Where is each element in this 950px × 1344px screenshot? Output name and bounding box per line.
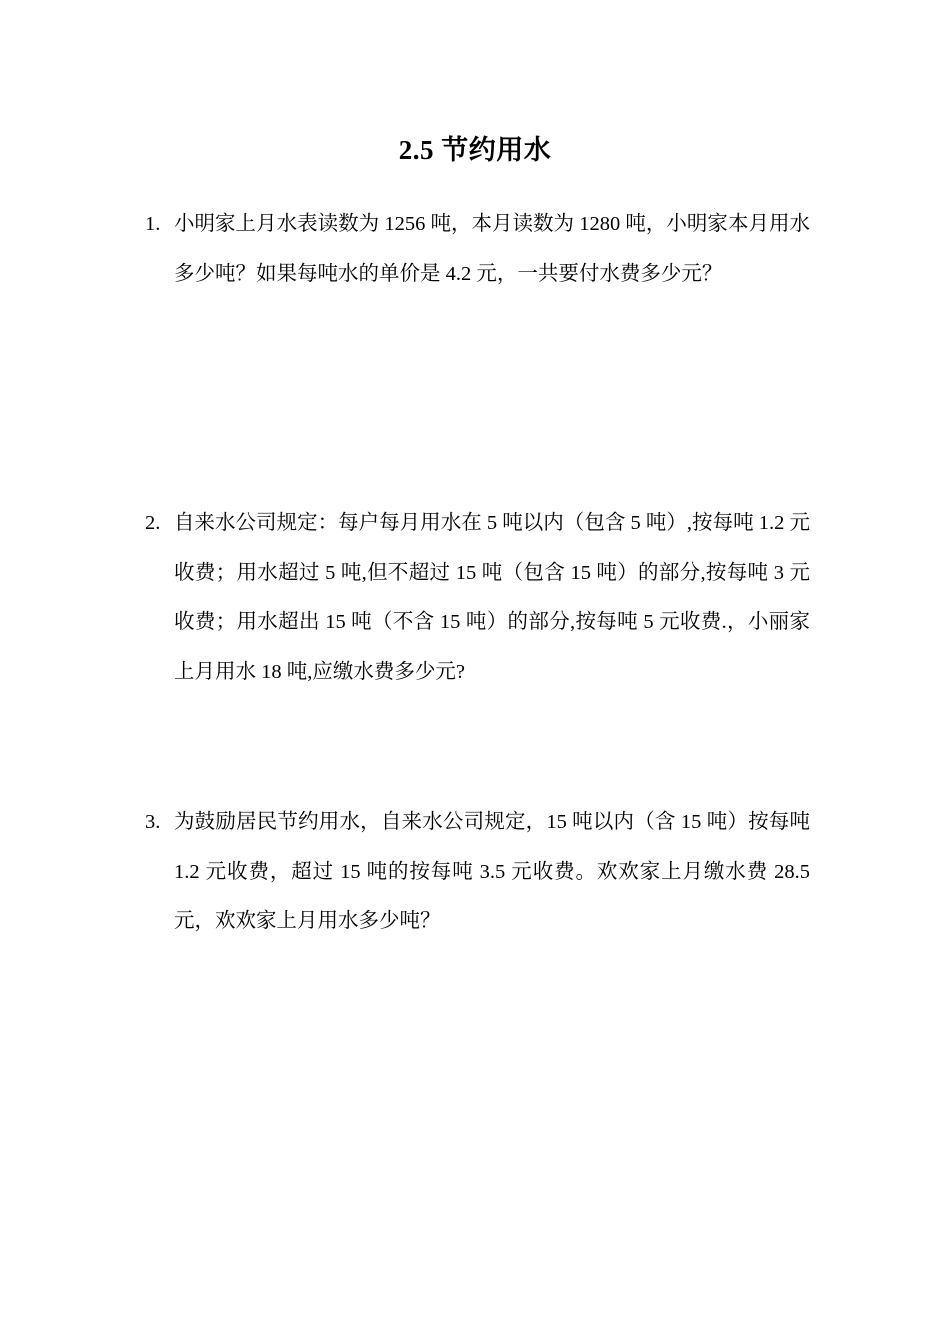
question-number: 2. <box>145 512 161 534</box>
question-number: 3. <box>145 811 161 833</box>
question-1 <box>145 200 810 299</box>
page-title: 2.5 节约用水 <box>398 135 552 165</box>
question-2 <box>145 499 810 697</box>
question-number: 1. <box>145 213 161 235</box>
question-text: 小明家上月水表读数为 1256 吨，本月读数为 1280 吨，小明家本月用水多少吨？如果每吨水的单价是 4.2 元，一共要付水费多少元？ <box>174 213 810 285</box>
question-text: 为鼓励居民节约用水，自来水公司规定，15 吨以内（含 15 吨）按每吨 1.2 元收费，超过 15 吨的按每吨 3.5 元收费。欢欢家上月缴水费 28.5 元，欢欢家上月用水多少吨？ <box>174 811 810 932</box>
question-3 <box>145 798 810 947</box>
question-text: 自来水公司规定：每户每月用水在 5 吨以内（包含 5 吨）,按每吨 1.2 元收费；用水超过 5 吨,但不超过 15 吨（包含 15 吨）的部分,按每吨 3 元收费；用水超出 15 吨（不含 15 吨）的部分,按每吨 5 元收费.，小丽家上月用水 18 吨,应缴水费多少元? <box>174 512 810 683</box>
